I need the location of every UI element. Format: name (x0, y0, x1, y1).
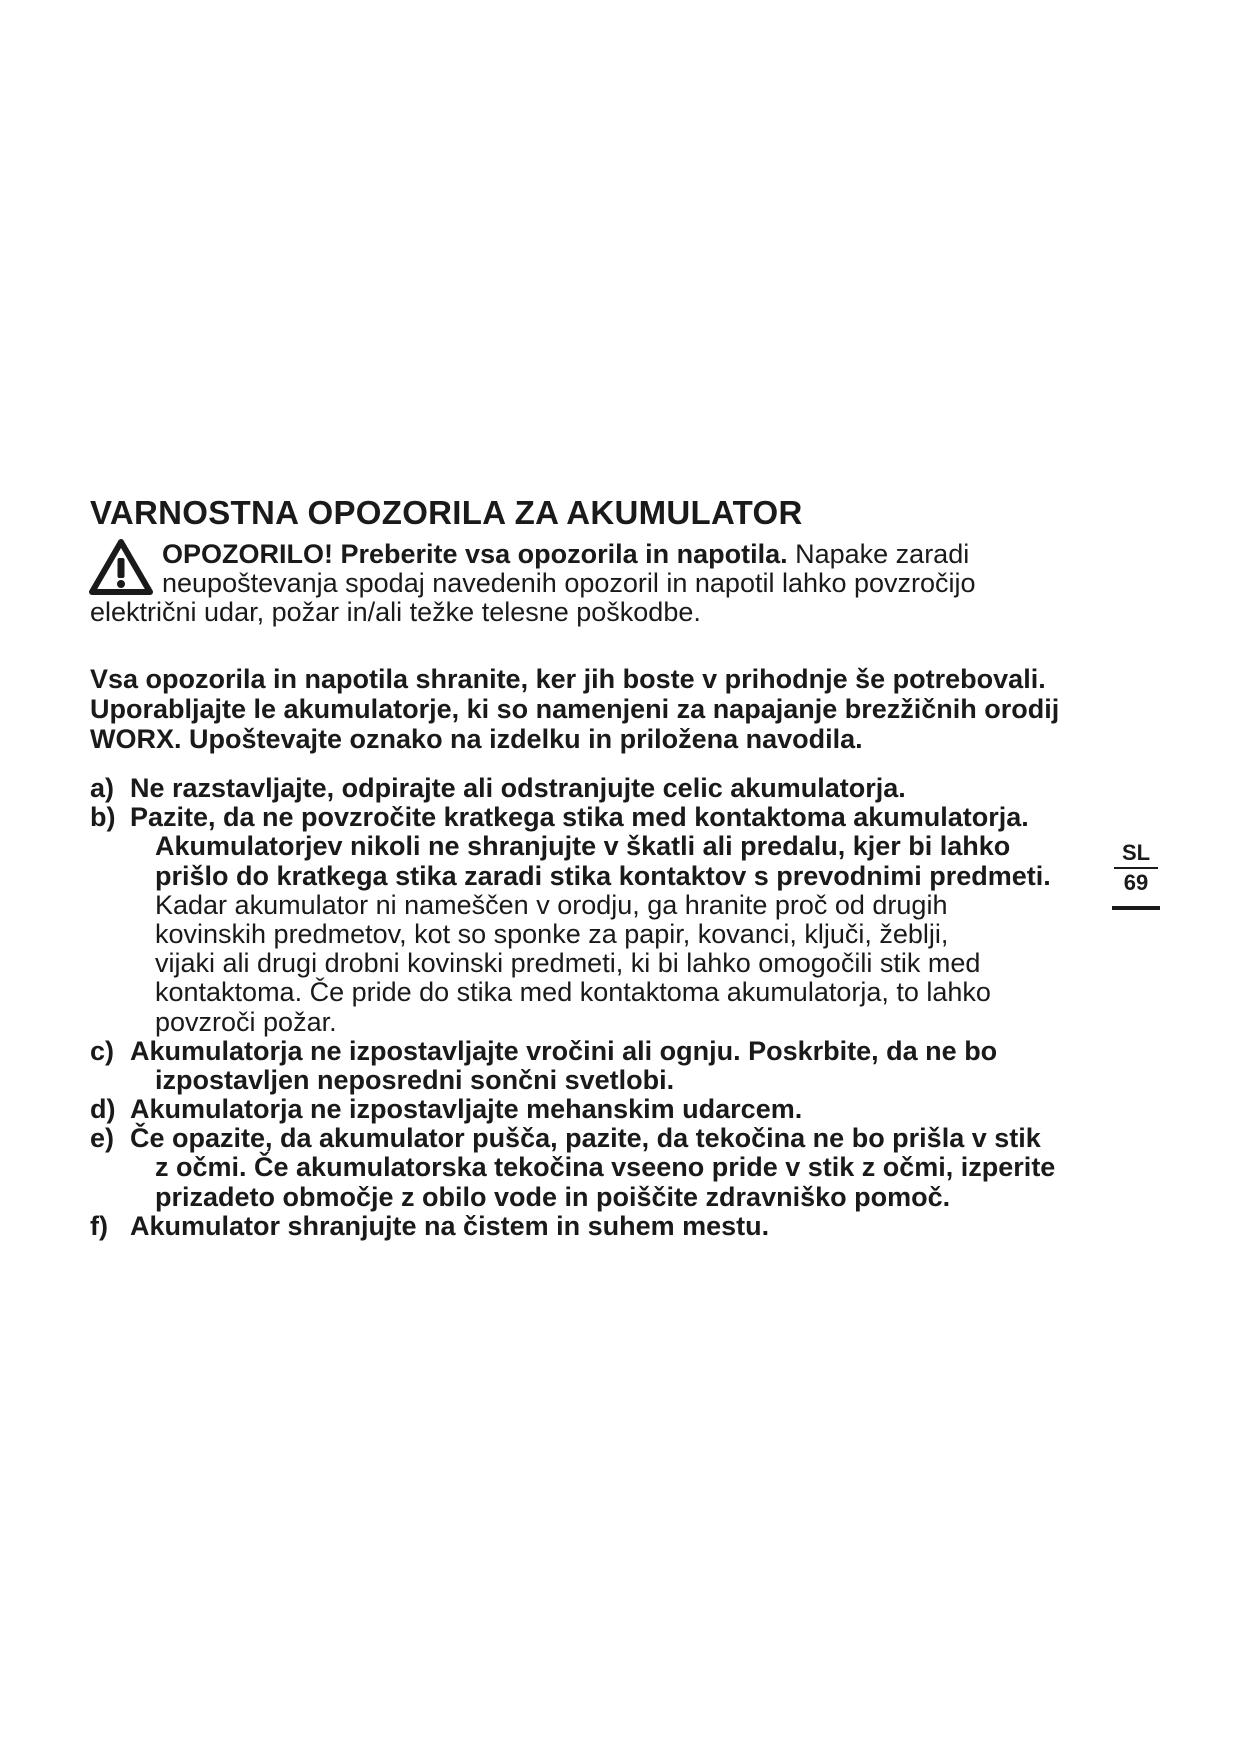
item-text: Akumulator shranjujte na čistem in suhem mestu. (130, 1210, 770, 1241)
item-continuation: povzroči požar. (155, 1006, 337, 1037)
intro-line-1: Vsa opozorila in napotila shranite, ker jih boste v prihodnje še potrebovali. (90, 664, 1046, 694)
warning-notice (90, 540, 1090, 627)
item-continuation: prišlo do kratkega stika zaradi stika kontaktov s prevodnimi predmeti. (155, 860, 1051, 891)
language-code: SL (1121, 840, 1151, 865)
section-heading: VARNOSTNA OPOZORILA ZA AKUMULATOR (90, 494, 803, 531)
warning-line-1 (90, 540, 1090, 569)
page-number: 69 (1123, 870, 1149, 895)
warning-bold-lead: OPOZORILO! Preberite vsa opozorila in napotila. (162, 539, 788, 569)
item-continuation: kovinskih predmetov, kot so sponke za papir, kovanci, ključi, žeblji, (155, 918, 949, 949)
list-item-c (90, 1037, 1130, 1066)
page-badge (1112, 840, 1160, 910)
item-text: Ne razstavljajte, odpirajte ali odstranjujte celic akumulatorja. (130, 773, 906, 803)
list-item-f (90, 1212, 1130, 1241)
item-continuation: Akumulatorjev nikoli ne shranjujte v škatli ali predalu, kjer bi lahko (155, 831, 1011, 862)
intro-line-2: Uporabljajte le akumulatorje, ki so namenjeni za napajanje brezžičnih orodij (90, 694, 1060, 724)
item-marker: a) (90, 773, 115, 803)
item-text: Pazite, da ne povzročite kratkega stika med kontaktoma akumulatorja. (130, 802, 1029, 833)
badge-underline (1112, 906, 1160, 910)
warning-line-1-rest: Napake zaradi (787, 539, 970, 569)
list-item-a (90, 774, 1130, 803)
list-item-e (90, 1124, 1130, 1153)
intro-line-3: WORX. Upoštevajte oznako na izdelku in priložena navodila. (90, 724, 863, 754)
item-continuation: kontaktoma. Če pride do stika med kontaktoma akumulatorja, to lahko (155, 977, 991, 1008)
intro-paragraph (90, 664, 1130, 754)
item-continuation: z očmi. Če akumulatorska tekočina vseeno pride v stik z očmi, izperite (155, 1152, 1056, 1183)
item-marker: b) (90, 802, 116, 833)
item-marker: c) (90, 1035, 115, 1066)
item-continuation: izpostavljen neposredni sončni svetlobi. (155, 1064, 675, 1095)
item-marker: f) (90, 1210, 108, 1241)
list-item-b (90, 803, 1130, 832)
item-text: Akumulatorja ne izpostavljajte vročini ali ognju. Poskrbite, da ne bo (130, 1035, 998, 1066)
safety-list (90, 774, 1130, 1241)
badge-divider (1114, 867, 1158, 869)
item-continuation: Kadar akumulator ni nameščen v orodju, ga hranite proč od drugih (155, 889, 948, 920)
item-marker: e) (90, 1123, 115, 1154)
item-continuation: vijaki ali drugi drobni kovinski predmeti, ki bi lahko omogočili stik med (155, 948, 981, 979)
item-text: Če opazite, da akumulator pušča, pazite, da tekočina ne bo prišla v stik (130, 1123, 1041, 1154)
item-continuation: prizadeto območje z obilo vode in poiščite zdravniško pomoč. (155, 1181, 951, 1212)
warning-line-3: električni udar, požar in/ali težke telesne poškodbe. (90, 597, 701, 627)
item-text: Akumulatorja ne izpostavljajte mehanskim udarcem. (130, 1094, 803, 1125)
item-marker: d) (90, 1094, 116, 1125)
list-item-d (90, 1095, 1130, 1124)
warning-line-2: neupoštevanja spodaj navedenih opozoril in napotil lahko povzročijo (162, 568, 976, 598)
